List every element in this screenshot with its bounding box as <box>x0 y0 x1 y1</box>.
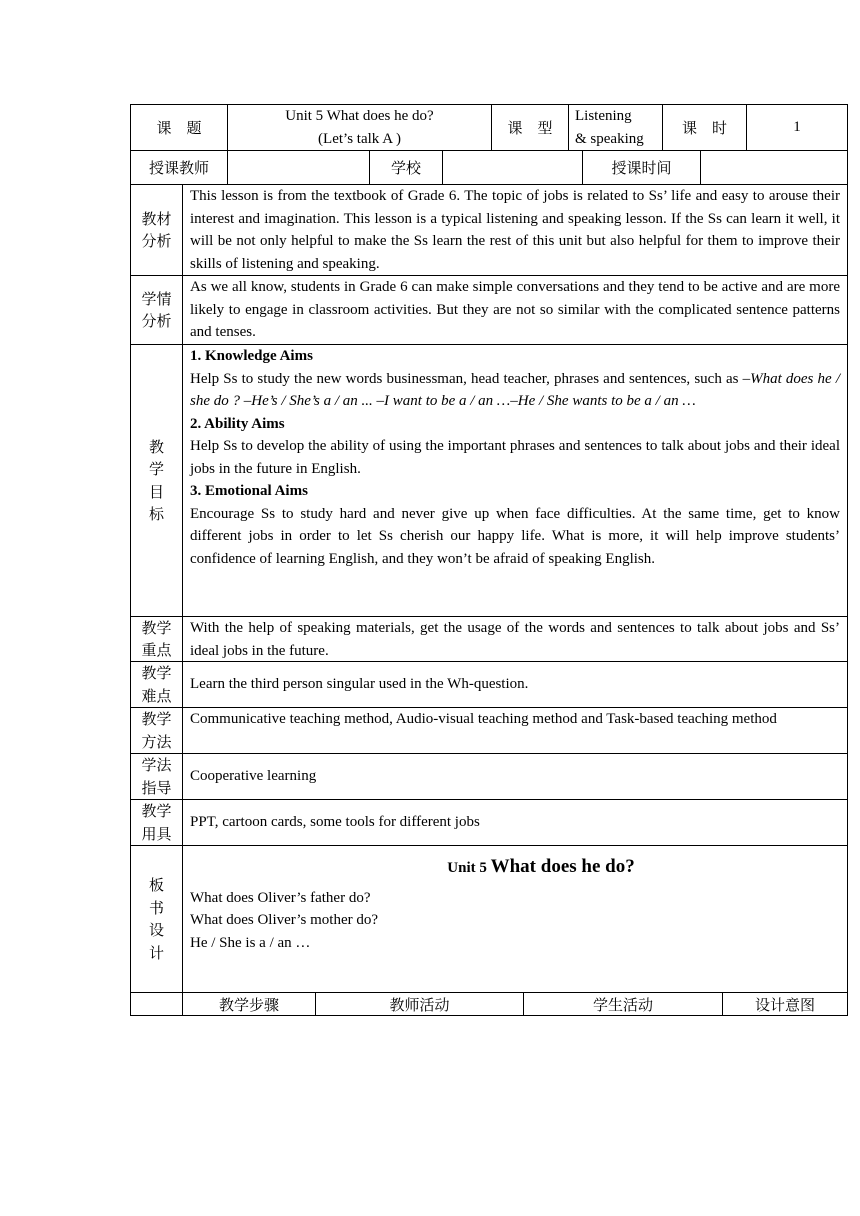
student-analysis-row <box>130 276 848 345</box>
header-row <box>130 104 848 151</box>
topic-line-1: Unit 5 What does he do? <box>285 108 434 124</box>
ability-aims-text: Help Ss to develop the ability of using the important phrases and sentences to talk about jobs and their ideal jobs in the future in English. <box>190 438 840 477</box>
steps-header-col4: 设计意图 <box>754 995 815 1014</box>
learning-guide-row <box>130 754 848 800</box>
knowledge-aims-title: 1. Knowledge Aims <box>190 348 313 364</box>
methods-row <box>130 708 848 754</box>
material-analysis-text: This lesson is from the textbook of Grade 6. The topic of jobs is related to Ss’ life and easy to arouse their interest and imagination. This lesson is a typical listening and speaking lesson. If the Ss can learn it well, it will be not only helpful to make the Ss learn the rest of this unit but also helpful for them to improve their skills of listening and speaking. <box>190 188 840 272</box>
board-title-main: What does he do? <box>490 856 635 877</box>
key-points-label <box>131 617 183 661</box>
objectives-label-char-4: 标 <box>148 505 164 523</box>
board-line-3: He / She is a / an … <box>190 934 311 951</box>
key-points-row <box>130 617 848 662</box>
emotional-aims-title: 3. Emotional Aims <box>190 483 308 499</box>
type-label: 课 型 <box>492 105 569 150</box>
school-value <box>443 151 583 184</box>
board-line-2: What does Oliver’s mother do? <box>190 912 379 928</box>
learning-guide-text: Cooperative learning <box>190 768 317 785</box>
board-title <box>190 856 840 880</box>
steps-header-blank <box>131 993 183 1015</box>
difficult-points-text: Learn the third person singular used in the Wh-question. <box>190 676 529 693</box>
topic-label: 课 题 <box>131 105 228 150</box>
time-label: 授课时间 <box>583 151 701 184</box>
objectives-row <box>130 345 848 617</box>
period-value: 1 <box>793 119 801 136</box>
board-design-row <box>130 846 848 993</box>
objectives-label-char-2: 学 <box>148 460 164 478</box>
tools-label <box>131 800 183 845</box>
key-points-label-line-2: 重点 <box>141 641 172 659</box>
lesson-plan-table <box>130 104 848 1016</box>
difficult-points-row <box>130 662 848 708</box>
steps-header-row <box>130 993 848 1016</box>
time-value <box>701 151 847 184</box>
board-label-char-3: 设 <box>148 921 164 939</box>
board-line-1: What does Oliver’s father do? <box>190 889 371 906</box>
material-analysis-row <box>130 185 848 276</box>
difficult-points-label <box>131 662 183 707</box>
tools-text: PPT, cartoon cards, some tools for different jobs <box>190 814 480 831</box>
methods-label-line-2: 方法 <box>141 732 172 751</box>
difficult-points-label-line-1: 教学 <box>141 664 172 682</box>
key-points-label-line-1: 教学 <box>141 618 172 637</box>
objectives-label-char-1: 教 <box>148 437 164 456</box>
topic-line-2: (Let’s talk A ) <box>318 130 401 147</box>
board-label-char-1: 板 <box>148 876 164 894</box>
type-value <box>569 105 663 150</box>
steps-header-col3: 学生活动 <box>524 993 723 1015</box>
student-analysis-label: 学情分析 <box>131 276 183 344</box>
board-design-label <box>131 846 183 992</box>
methods-label <box>131 708 183 753</box>
objectives-content <box>183 345 847 616</box>
info-row <box>130 151 848 185</box>
learning-guide-label <box>131 754 183 799</box>
tools-row <box>130 800 848 846</box>
methods-text: Communicative teaching method, Audio-visual teaching method and Task-based teaching method <box>190 711 777 727</box>
topic-value <box>228 105 492 150</box>
material-analysis-label: 教材分析 <box>131 185 183 275</box>
school-label: 学校 <box>370 151 443 184</box>
student-analysis-text: As we all know, students in Grade 6 can make simple conversations and they tend to be active and are more likely to engage in classroom activities. But they are not so similar with the complicated sentence patterns and tenses. <box>190 279 840 340</box>
learning-guide-label-line-2: 指导 <box>141 778 172 797</box>
methods-label-line-1: 教学 <box>141 710 172 728</box>
key-points-text: With the help of speaking materials, get the usage of the words and sentences to talk about jobs and Ss’ ideal jobs in the future. <box>190 620 840 659</box>
teacher-label: 授课教师 <box>131 151 228 184</box>
type-line-2: & speaking <box>575 130 644 147</box>
period-label: 课 时 <box>663 105 747 150</box>
learning-guide-label-line-1: 学法 <box>141 756 172 774</box>
board-label-char-2: 书 <box>148 898 164 917</box>
board-design-content <box>183 846 847 992</box>
knowledge-aims-examples: –What does he / she do ? –He’s / She’s a / an ... –I want to be a / an …–He / She wants to be a / an … <box>190 370 840 409</box>
emotional-aims-text: Encourage Ss to study hard and never give up when face difficulties. At the same time, get to know different jobs in order to let Ss cherish our happy life. What is more, it will help improve students’ confidence of learning English, and they won’t be afraid of speaking English. <box>190 505 840 567</box>
teacher-value <box>228 151 370 184</box>
board-label-char-4: 计 <box>148 943 164 962</box>
type-line-1: Listening <box>575 108 632 124</box>
tools-label-line-2: 用具 <box>141 824 172 843</box>
steps-header-col1: 教学步骤 <box>183 993 316 1015</box>
board-title-prefix: Unit 5 <box>447 860 487 876</box>
ability-aims-title: 2. Ability Aims <box>190 415 285 432</box>
objectives-label <box>131 345 183 616</box>
difficult-points-label-line-2: 难点 <box>141 686 172 705</box>
tools-label-line-1: 教学 <box>141 802 172 820</box>
knowledge-aims-text: Help Ss to study the new words businessman, head teacher, phrases and sentences, such as <box>190 370 739 387</box>
objectives-label-char-3: 目 <box>148 482 164 501</box>
steps-header-col2: 教师活动 <box>316 993 524 1015</box>
